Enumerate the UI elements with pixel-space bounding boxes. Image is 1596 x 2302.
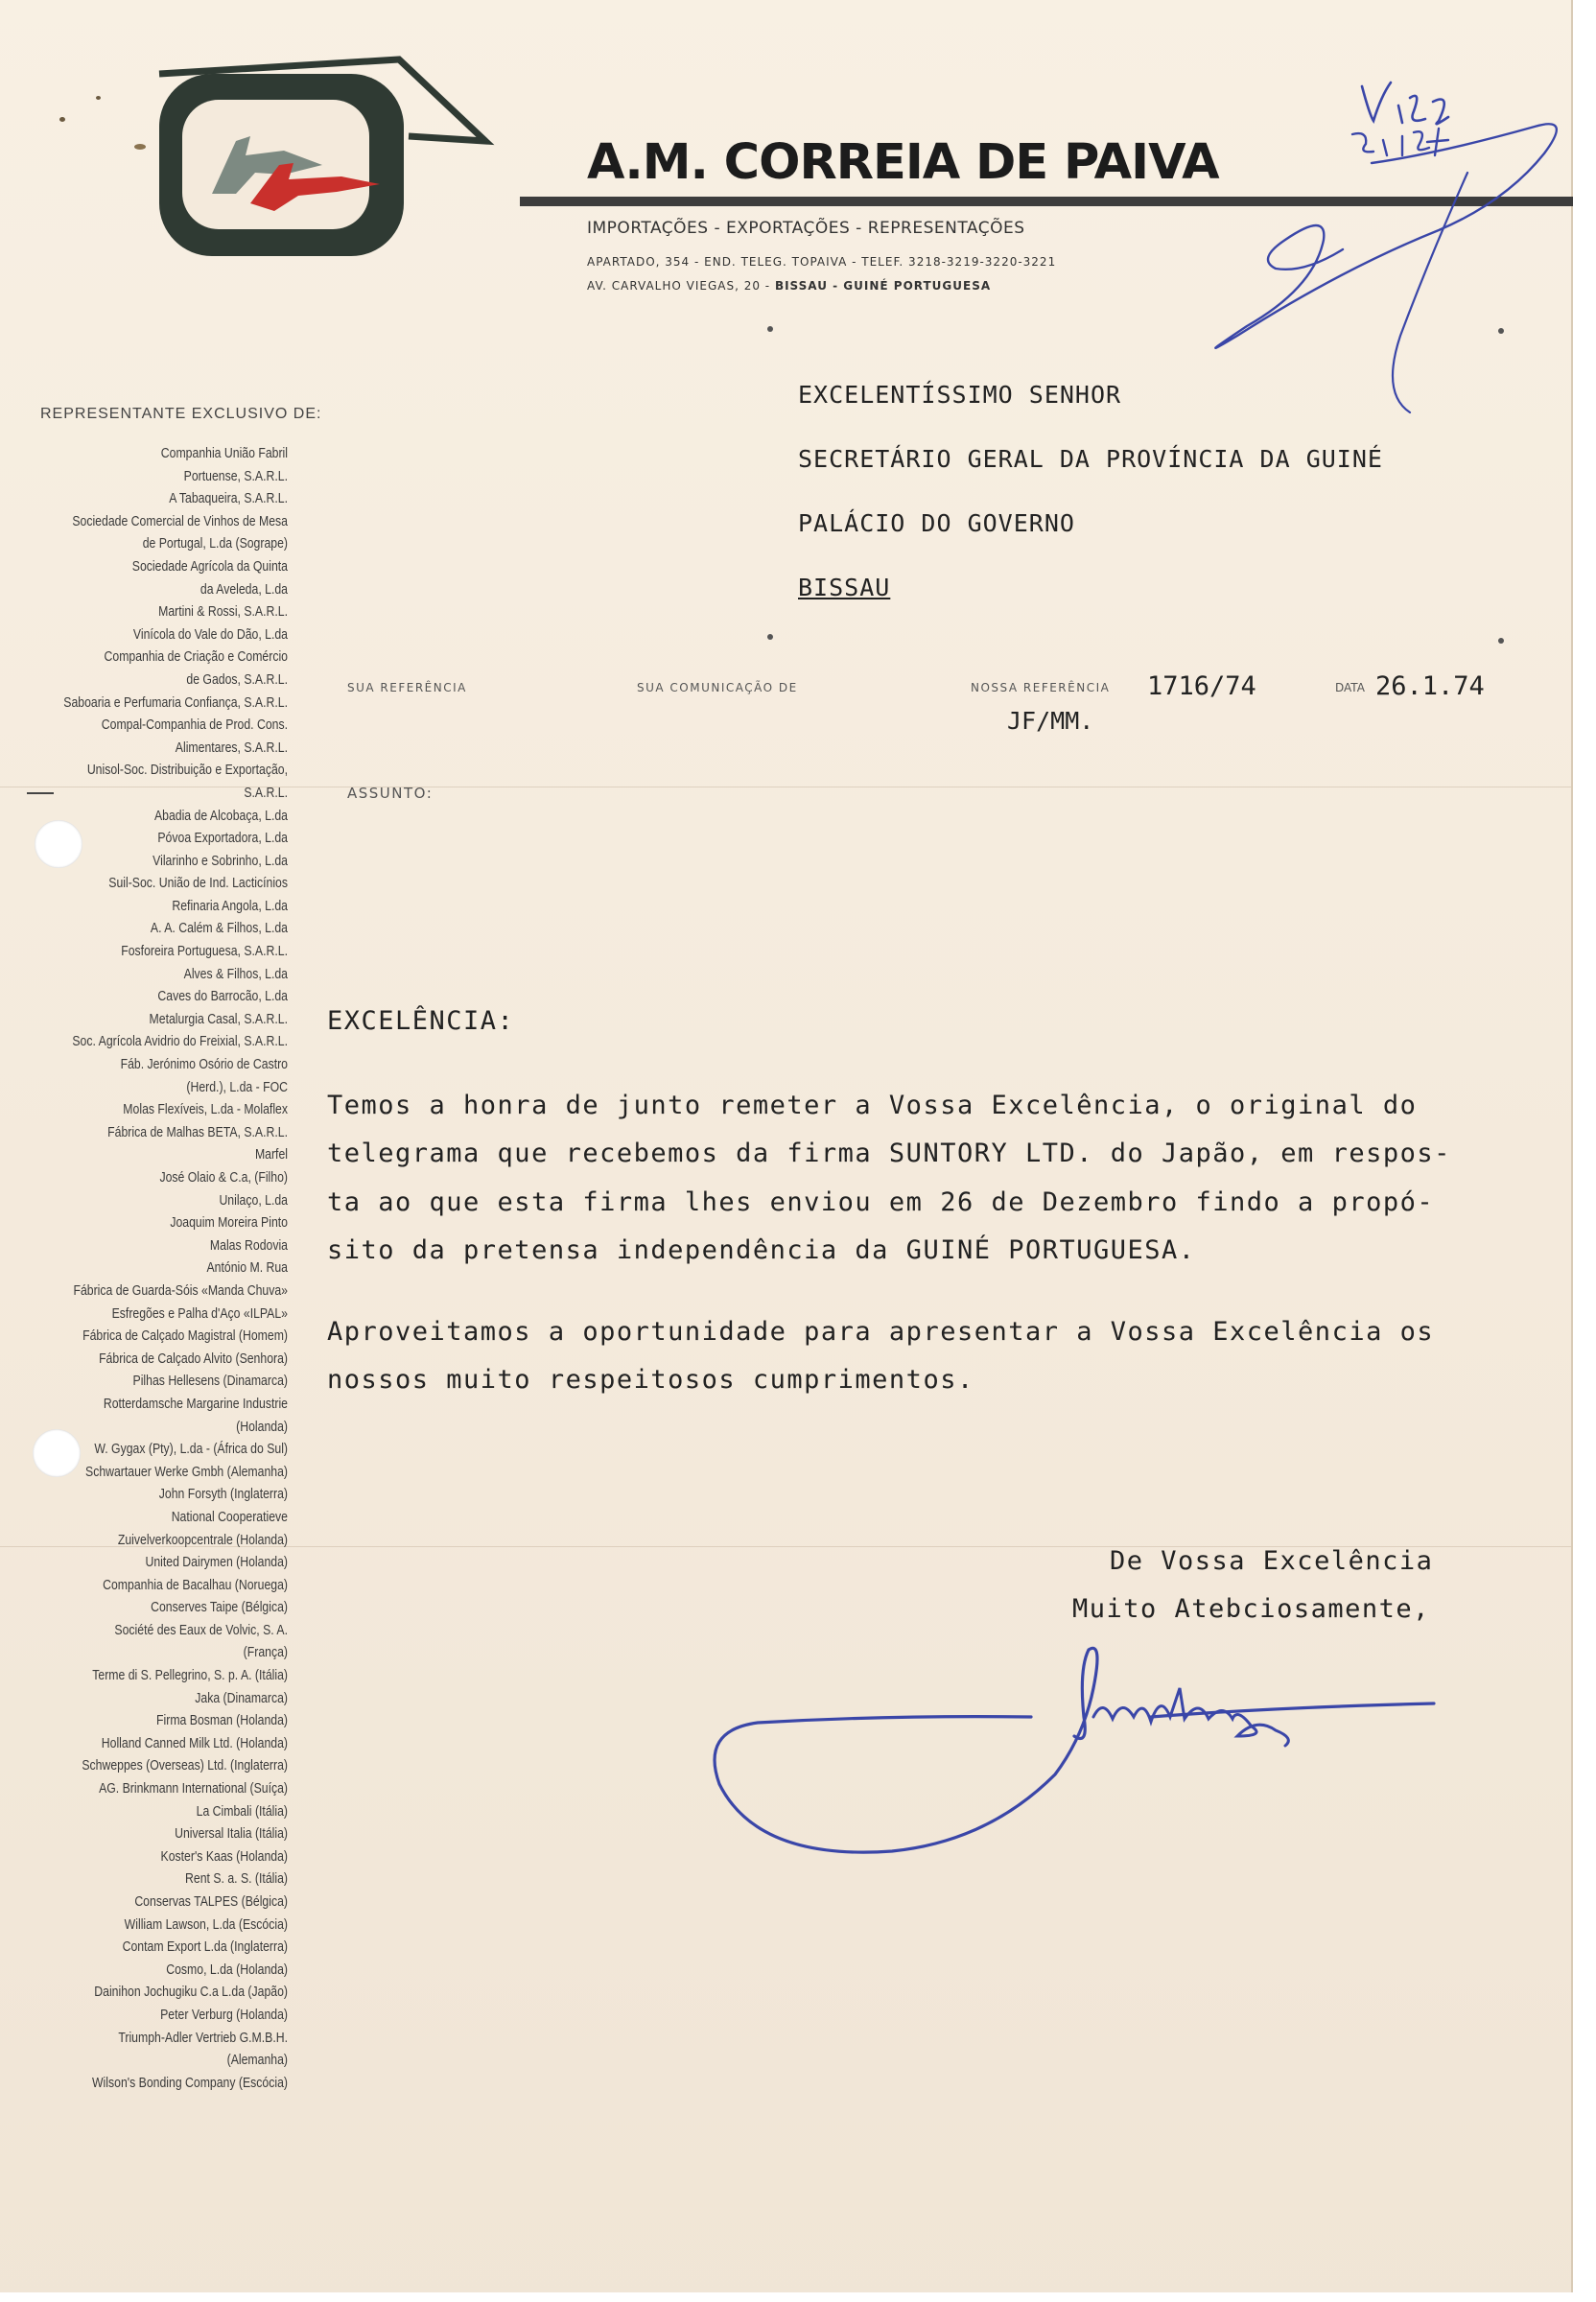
representative-item: Schwartauer Werke Gmbh (Alemanha) — [85, 1464, 288, 1480]
representatives-title: REPRESENTANTE EXCLUSIVO DE: — [40, 406, 322, 422]
sua-comunicacao-label: SUA COMUNICAÇÃO DE — [637, 681, 798, 694]
representative-item: Suil-Soc. União de Ind. Lacticínios — [108, 876, 288, 892]
representative-item: Saboaria e Perfumaria Confiança, S.A.R.L. — [63, 694, 288, 711]
representative-item: Companhia de Criação e Comércio — [104, 649, 288, 666]
representative-item: Contam Export L.da (Inglaterra) — [122, 1939, 288, 1956]
representative-item: Molas Flexíveis, L.da - Molaflex — [123, 1102, 288, 1118]
representative-item: (Holanda) — [236, 1419, 288, 1435]
representative-item: John Forsyth (Inglaterra) — [158, 1487, 288, 1503]
representative-item: Fábrica de Guarda-Sóis «Manda Chuva» — [73, 1282, 288, 1299]
representative-item: (Alemanha) — [226, 2053, 288, 2069]
date-value: 26.1.74 — [1375, 671, 1485, 701]
reference-initials: JF/MM. — [1007, 707, 1094, 735]
representative-item: Soc. Agrícola Avidrio do Freixial, S.A.R.L. — [72, 1034, 289, 1050]
representative-item: Sociedade Comercial de Vinhos de Mesa — [72, 513, 288, 529]
representative-item: Wilson's Bonding Company (Escócia) — [91, 2075, 288, 2091]
representative-item: W. Gygax (Pty), L.da - (África do Sul) — [94, 1442, 289, 1458]
handwritten-annotation — [1122, 48, 1571, 451]
representative-item: Rotterdamsche Margarine Industrie — [103, 1396, 288, 1412]
representative-item: Alves & Filhos, L.da — [183, 966, 288, 982]
representative-item: Compal-Companhia de Prod. Cons. — [101, 717, 288, 734]
stain — [96, 96, 101, 100]
representative-item: Jaka (Dinamarca) — [195, 1690, 288, 1706]
salutation: EXCELÊNCIA: — [327, 1006, 515, 1036]
representative-item: Vilarinho e Sobrinho, L.da — [153, 853, 288, 869]
representative-item: Fábrica de Malhas BETA, S.A.R.L. — [107, 1124, 288, 1140]
recipient-line-3: PALÁCIO DO GOVERNO — [798, 509, 1075, 537]
address-street: AV. CARVALHO VIEGAS, 20 - — [587, 279, 775, 293]
representative-item: Universal Italia (Itália) — [175, 1826, 288, 1843]
representative-item: AG. Brinkmann International (Suíça) — [99, 1781, 288, 1797]
representative-item: Conserves Taipe (Bélgica) — [151, 1600, 288, 1616]
recipient-line-2: SECRETÁRIO GERAL DA PROVÍNCIA DA GUINÉ — [798, 445, 1383, 473]
sua-referencia-label: SUA REFERÊNCIA — [347, 681, 467, 694]
representative-item: Vinícola do Vale do Dão, L.da — [132, 626, 288, 643]
alignment-dot — [1498, 638, 1504, 644]
representative-item: Portuense, S.A.R.L. — [183, 468, 288, 484]
representative-item: Unisol-Soc. Distribuição e Exportação, — [86, 763, 288, 779]
representative-item: Alimentares, S.A.R.L. — [175, 740, 288, 756]
data-label: DATA — [1335, 681, 1365, 694]
representatives-list — [0, 443, 288, 2095]
representative-item: Fáb. Jerónimo Osório de Castro — [120, 1057, 288, 1073]
representative-item: Cosmo, L.da (Holanda) — [166, 1961, 288, 1978]
address-city: BISSAU - GUINÉ PORTUGUESA — [774, 279, 992, 293]
representative-item: Companhia União Fabril — [160, 446, 288, 461]
address-line-1: APARTADO, 354 - END. TELEG. TOPAIVA - TELEF. 3218-3219-3220-3221 — [587, 255, 1057, 269]
representative-item: National Cooperatieve — [171, 1509, 288, 1525]
representative-item: (Herd.), L.da - FOC — [186, 1079, 288, 1095]
representative-item: Conservas TALPES (Bélgica) — [134, 1894, 288, 1910]
representative-item: de Portugal, L.da (Sogrape) — [142, 536, 288, 552]
representative-item: Joaquim Moreira Pinto — [170, 1215, 288, 1232]
representative-item: Firma Bosman (Holanda) — [156, 1713, 288, 1729]
body-line: Temos a honra de junto remeter a Vossa Excelência, o original do — [327, 1091, 1418, 1120]
representative-item: de Gados, S.A.R.L. — [186, 671, 288, 688]
representative-item: Dainihon Jochugiku C.a L.da (Japão) — [94, 1985, 288, 2001]
representative-item: Schweppes (Overseas) Ltd. (Inglaterra) — [82, 1758, 288, 1774]
address-line-2 — [587, 279, 991, 293]
nossa-referencia-label: NOSSA REFERÊNCIA — [971, 681, 1111, 694]
services-line: IMPORTAÇÕES - EXPORTAÇÕES - REPRESENTAÇÕES — [587, 219, 1025, 238]
representative-item: Fosforeira Portuguesa, S.A.R.L. — [121, 944, 288, 960]
representative-item: La Cimbali (Itália) — [196, 1803, 288, 1820]
representative-item: António M. Rua — [206, 1260, 288, 1277]
recipient-line-1: EXCELENTÍSSIMO SENHOR — [798, 381, 1122, 409]
representative-item: Esfregões e Palha d'Aço «ILPAL» — [111, 1305, 288, 1322]
representative-item: Marfel — [254, 1147, 288, 1163]
company-logo — [92, 50, 495, 270]
representative-item: Société des Eaux de Volvic, S. A. — [114, 1622, 288, 1638]
representative-item: Martini & Rossi, S.A.R.L. — [158, 604, 288, 621]
representative-item: Holland Canned Milk Ltd. (Holanda) — [101, 1735, 288, 1751]
alignment-dot — [767, 326, 773, 332]
representative-item: Refinaria Angola, L.da — [172, 898, 288, 914]
representative-item: Fábrica de Calçado Magistral (Homem) — [82, 1328, 288, 1345]
body-line: sito da pretensa independência da GUINÉ PORTUGUESA. — [327, 1235, 1196, 1265]
representative-item: Caves do Barrocão, L.da — [157, 989, 288, 1005]
closing-line-1: De Vossa Excelência — [1110, 1546, 1434, 1576]
representative-item: José Olaio & C.a, (Filho) — [159, 1170, 288, 1186]
body-line: telegrama que recebemos da firma SUNTORY LTD. do Japão, em respos- — [327, 1139, 1451, 1168]
body-line: Aproveitamos a oportunidade para apresentar a Vossa Excelência os — [327, 1317, 1435, 1347]
representative-item: Companhia de Bacalhau (Noruega) — [103, 1577, 288, 1593]
representative-item: Rent S. a. S. (Itália) — [185, 1871, 288, 1888]
representative-item: Unilaço, L.da — [219, 1192, 288, 1209]
stain — [59, 117, 65, 122]
alignment-dot — [767, 634, 773, 640]
representative-item: (França) — [243, 1645, 288, 1661]
representative-item: United Dairymen (Holanda) — [145, 1555, 288, 1571]
representative-item: Sociedade Agrícola da Quinta — [131, 558, 288, 575]
representative-item: A Tabaqueira, S.A.R.L. — [169, 491, 288, 507]
representative-item: Koster's Kaas (Holanda) — [160, 1848, 288, 1865]
closing-line-2: Muito Atebciosamente, — [1072, 1594, 1430, 1624]
representative-item: Abadia de Alcobaça, L.da — [153, 808, 288, 824]
representative-item: Pilhas Hellesens (Dinamarca) — [132, 1374, 288, 1390]
representative-item: Peter Verburg (Holanda) — [160, 2007, 288, 2023]
nossa-referencia-value: 1716/74 — [1147, 671, 1256, 701]
body-line: ta ao que esta firma lhes enviou em 26 de Dezembro findo a propó- — [327, 1187, 1435, 1217]
assunto-label: ASSUNTO: — [347, 785, 434, 802]
company-name: A.M. CORREIA DE PAIVA — [587, 134, 1219, 191]
signature — [700, 1631, 1467, 1880]
stain — [134, 144, 146, 150]
representative-item: Metalurgia Casal, S.A.R.L. — [149, 1011, 288, 1027]
representative-item: Fábrica de Calçado Alvito (Senhora) — [99, 1351, 288, 1367]
representative-item: Triumph-Adler Vertrieb G.M.B.H. — [118, 2030, 288, 2046]
representative-item: da Aveleda, L.da — [200, 581, 288, 598]
representative-item: William Lawson, L.da (Escócia) — [124, 1916, 288, 1933]
representative-item: S.A.R.L. — [244, 785, 288, 801]
representative-item: Terme di S. Pellegrino, S. p. A. (Itália) — [92, 1668, 288, 1684]
representative-item: Malas Rodovia — [209, 1237, 288, 1254]
body-line: nossos muito respeitosos cumprimentos. — [327, 1365, 974, 1395]
recipient-city: BISSAU — [798, 574, 891, 601]
representative-item: Póvoa Exportadora, L.da — [157, 831, 288, 847]
representative-item: Zuivelverkoopcentrale (Holanda) — [117, 1532, 288, 1548]
representative-item: A. A. Calém & Filhos, L.da — [150, 921, 288, 937]
